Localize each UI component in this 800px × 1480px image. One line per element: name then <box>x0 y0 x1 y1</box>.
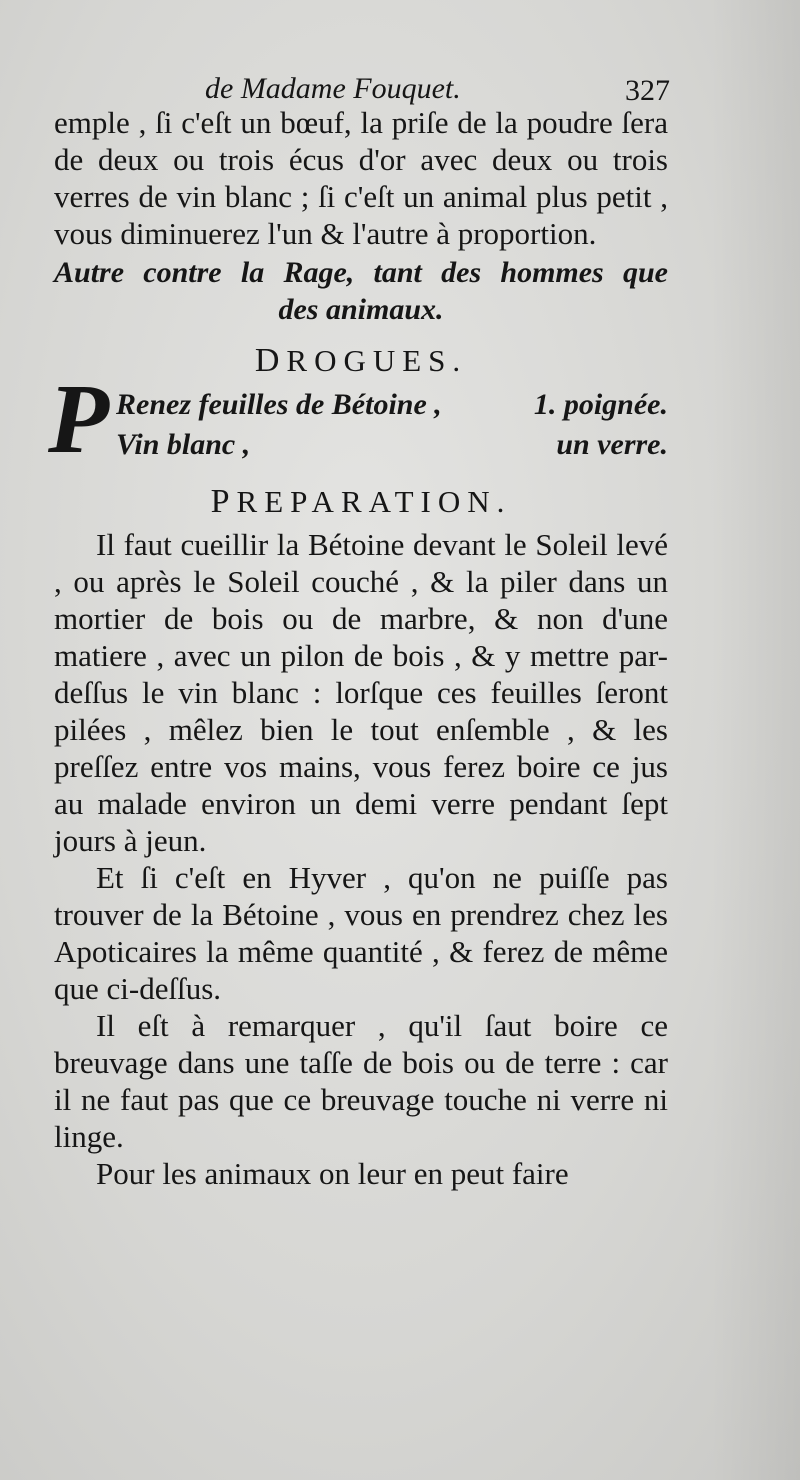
drugs-heading <box>54 342 668 379</box>
drug-quantity: un verre. <box>556 428 668 461</box>
paragraph-continued: emple , ſi c'eſt un bœuf, la priſe de la poudre ſera de deux ou trois écus d'or avec deux ou trois verres de vin blanc ; ſi c'eſt un animal plus petit , vous diminuerez l'un & l'autre à proportion. <box>54 105 668 251</box>
recipe-title <box>54 254 668 328</box>
page-number: 327 <box>625 74 670 107</box>
preparation-paragraph: Il faut cueillir la Bétoine devant le Soleil levé , ou après le Soleil couché , & la piler dans un mortier de bois ou de marbre, & non d'une matiere , avec un pilon de bois , & y mettre par-deſſus le vin blanc : lorſque ces feuilles ſeront pilées , mêlez bien le tout enſemble , & les preſſez entre vos mains, vous ferez boire ce jus au malade environ un demi verre pendant ſept jours à jeun. <box>54 527 668 858</box>
drugs-heading-initial: D <box>254 342 287 379</box>
text-block <box>48 104 668 1192</box>
drug-quantity: 1. poignée. <box>533 388 668 421</box>
drop-cap: P <box>48 363 110 474</box>
preparation-paragraph: Et ſi c'eſt en Hyver , qu'on ne puiſſe pas trouver de la Bétoine , vous en prendrez chez les Apoticaires la même quantité , & ferez de même que ci-deſſus. <box>54 860 668 1006</box>
drug-item <box>116 425 668 465</box>
drugs-list <box>48 363 668 474</box>
preparation-paragraph: Il eſt à remarquer , qu'il ſaut boire ce breuvage dans une taſſe de bois ou de terre : car il ne faut pas que ce breuvage touche ni verre ni linge. <box>54 1008 668 1154</box>
preparation-heading-initial: P <box>210 483 237 520</box>
drugs-heading-rest: ROGUES. <box>286 343 468 378</box>
drug-name: Vin blanc , <box>116 428 251 461</box>
recipe-title-line-2: des animaux. <box>278 293 444 326</box>
preparation-heading-rest: REPARATION. <box>236 484 512 519</box>
drug-name: Renez feuilles de Bétoine , <box>116 388 442 421</box>
preparation-heading <box>54 483 668 520</box>
recipe-title-line-1: Autre contre la Rage, tant des hommes que <box>54 256 668 289</box>
running-title: de Madame Fouquet. <box>205 72 461 105</box>
drug-item <box>116 385 668 425</box>
preparation-paragraph: Pour les animaux on leur en peut faire <box>96 1156 569 1191</box>
